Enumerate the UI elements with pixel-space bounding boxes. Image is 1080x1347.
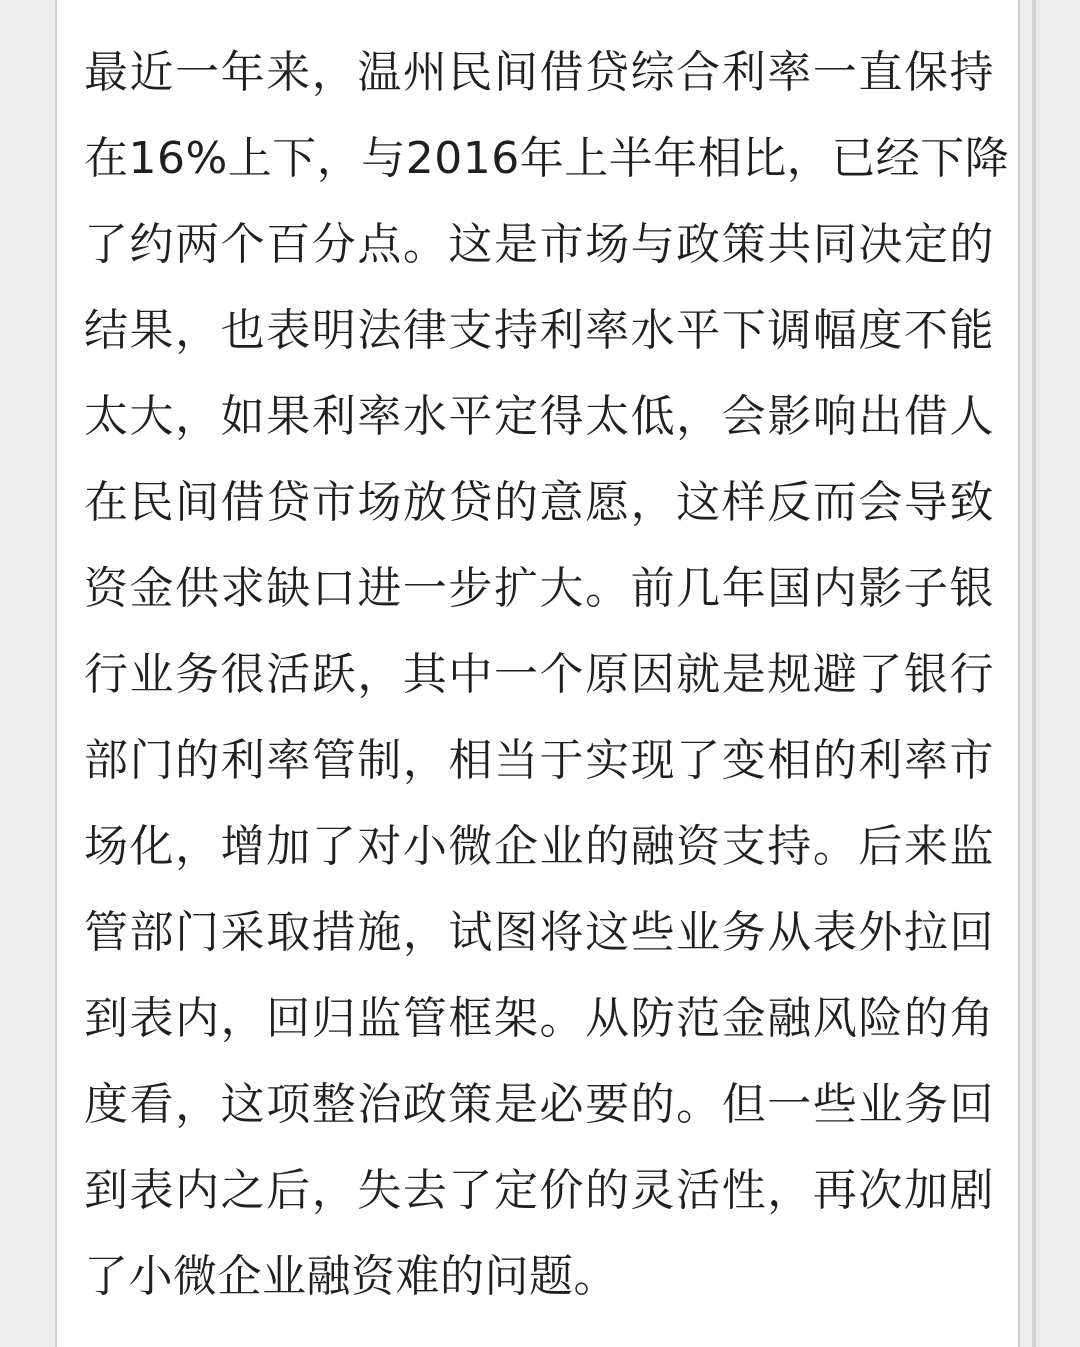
article-line-3: 了约两个百分点。这是市场与政策共同决定的	[84, 219, 994, 270]
article-line-10: 场化，增加了对小微企业的融资支持。后来监	[84, 821, 994, 872]
article-line-1: 最近一年来，温州民间借贷综合利率一直保持	[84, 47, 994, 98]
article-line-15: 了小微企业融资难的问题。	[84, 1251, 618, 1302]
article-line-11: 管部门采取措施，试图将这些业务从表外拉回	[84, 907, 994, 958]
article-body	[84, 30, 1010, 1320]
article-line-4: 结果，也表明法律支持利率水平下调幅度不能	[84, 305, 994, 356]
scrollbar[interactable]	[1032, 0, 1036, 1347]
article-line-12: 到表内，回归监管框架。从防范金融风险的角	[84, 993, 994, 1044]
article-line-2: 在16%上下，与2016年上半年相比，已经下降	[84, 133, 1010, 184]
article-line-9: 部门的利率管制，相当于实现了变相的利率市	[84, 735, 994, 786]
article-line-14: 到表内之后，失去了定价的灵活性，再次加剧	[84, 1165, 994, 1216]
article-line-8: 行业务很活跃，其中一个原因就是规避了银行	[84, 649, 994, 700]
article-line-7: 资金供求缺口进一步扩大。前几年国内影子银	[84, 563, 994, 614]
article-line-5: 太大，如果利率水平定得太低，会影响出借人	[84, 391, 994, 442]
article-line-13: 度看，这项整治政策是必要的。但一些业务回	[84, 1079, 994, 1130]
article-line-6: 在民间借贷市场放贷的意愿，这样反而会导致	[84, 477, 994, 528]
